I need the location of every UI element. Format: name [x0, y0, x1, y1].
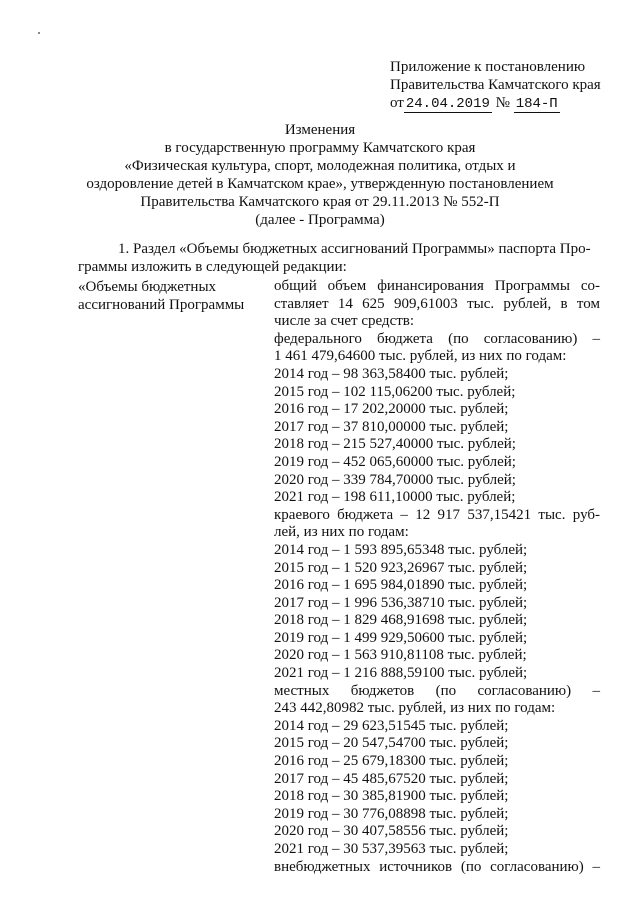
annex-from-label: от — [390, 95, 404, 111]
local-year-row: 2021 год – 30 537,39563 тыс. рублей; — [274, 841, 509, 857]
annex-line-2: Правительства Камчатского края — [390, 77, 601, 93]
federal-year-row: 2016 год – 17 202,20000 тыс. рублей; — [274, 401, 509, 418]
title-line-6: (далее - Программа) — [255, 212, 385, 228]
regional-year-row: 2017 год – 1 996 536,38710 тыс. рублей; — [274, 594, 528, 611]
total-line-3: числе за счет средств: — [274, 313, 415, 330]
title-line-4: оздоровление детей в Камчатском крае», утвержденную постановлением — [86, 176, 554, 192]
title-line-5: Правительства Камчатского края от 29.11.2013 № 552-П — [140, 194, 500, 210]
local-line-1: местных бюджетов (по согласованию) – — [274, 682, 600, 699]
local-year-row: 2020 год – 30 407,58556 тыс. рублей; — [274, 823, 509, 840]
annex-header — [390, 58, 630, 113]
table-right-column — [274, 278, 600, 876]
federal-year-row: 2017 год – 37 810,00000 тыс. рублей; — [274, 418, 509, 435]
local-line-2: 243 442,80982 тыс. рублей, из них по годам: — [274, 700, 556, 717]
local-year-row: 2017 год – 45 485,67520 тыс. рублей; — [274, 770, 509, 787]
regional-year-row: 2021 год – 1 216 888,59100 тыс. рублей; — [274, 665, 528, 682]
table-left-column — [78, 278, 268, 314]
extra-line-1: внебюджетных источников (по согласованию) – — [274, 858, 600, 875]
intro-paragraph — [78, 240, 600, 276]
local-year-row: 2019 год – 30 776,08898 тыс. рублей; — [274, 805, 509, 822]
federal-year-row: 2015 год – 102 115,06200 тыс. рублей; — [274, 383, 516, 400]
annex-number-label: № — [495, 95, 510, 111]
local-year-row: 2018 год – 30 385,81900 тыс. рублей; — [274, 788, 509, 805]
annex-line-1: Приложение к постановлению — [390, 59, 586, 75]
annex-date-number-line — [390, 94, 630, 113]
regional-line-2: лей, из них по годам: — [274, 524, 409, 541]
federal-year-row: 2019 год – 452 065,60000 тыс. рублей; — [274, 453, 516, 470]
federal-year-row: 2014 год – 98 363,58400 тыс. рублей; — [274, 365, 509, 382]
local-year-row: 2014 год – 29 623,51545 тыс. рублей; — [274, 717, 509, 734]
regional-line-1: краевого бюджета – 12 917 537,15421 тыс. руб- — [274, 506, 600, 523]
annex-date: 24.04.2019 — [405, 96, 490, 112]
title-line-2: в государственную программу Камчатского края — [164, 140, 476, 156]
federal-line-2: 1 461 479,64600 тыс. рублей, из них по годам: — [274, 348, 567, 365]
intro-line-2: граммы изложить в следующей редакции: — [78, 259, 347, 275]
local-year-row: 2015 год – 20 547,54700 тыс. рублей; — [274, 735, 509, 752]
intro-line-1: 1. Раздел «Объемы бюджетных ассигнований Программы» паспорта Про- — [118, 241, 591, 257]
regional-year-row: 2016 год – 1 695 984,01890 тыс. рублей; — [274, 577, 528, 594]
local-year-row: 2016 год – 25 679,18300 тыс. рублей; — [274, 753, 509, 770]
left-col-line-2: ассигнований Программы — [78, 297, 245, 313]
scan-mark — [38, 32, 40, 34]
title-line-3: «Физическая культура, спорт, молодежная политика, отдых и — [124, 158, 516, 174]
federal-year-row: 2018 год – 215 527,40000 тыс. рублей; — [274, 436, 516, 453]
total-line-1: общий объем финансирования Программы со- — [274, 278, 600, 294]
total-line-2: ставляет 14 625 909,61003 тыс. рублей, в том — [274, 295, 600, 312]
federal-year-row: 2020 год – 339 784,70000 тыс. рублей; — [274, 471, 516, 488]
federal-line-1: федерального бюджета (по согласованию) – — [274, 330, 600, 347]
federal-year-row: 2021 год – 198 611,10000 тыс. рублей; — [274, 489, 516, 506]
left-col-line-1: «Объемы бюджетных — [78, 279, 217, 295]
title-line-1: Изменения — [284, 122, 356, 138]
regional-year-row: 2018 год – 1 829 468,91698 тыс. рублей; — [274, 612, 528, 629]
regional-year-row: 2014 год – 1 593 895,65348 тыс. рублей; — [274, 541, 528, 558]
document-title — [0, 121, 640, 229]
regional-year-row: 2020 год – 1 563 910,81108 тыс. рублей; — [274, 647, 527, 664]
regional-year-row: 2019 год – 1 499 929,50600 тыс. рублей; — [274, 629, 528, 646]
regional-year-row: 2015 год – 1 520 923,26967 тыс. рублей; — [274, 559, 528, 576]
annex-number: 184-П — [515, 96, 558, 112]
